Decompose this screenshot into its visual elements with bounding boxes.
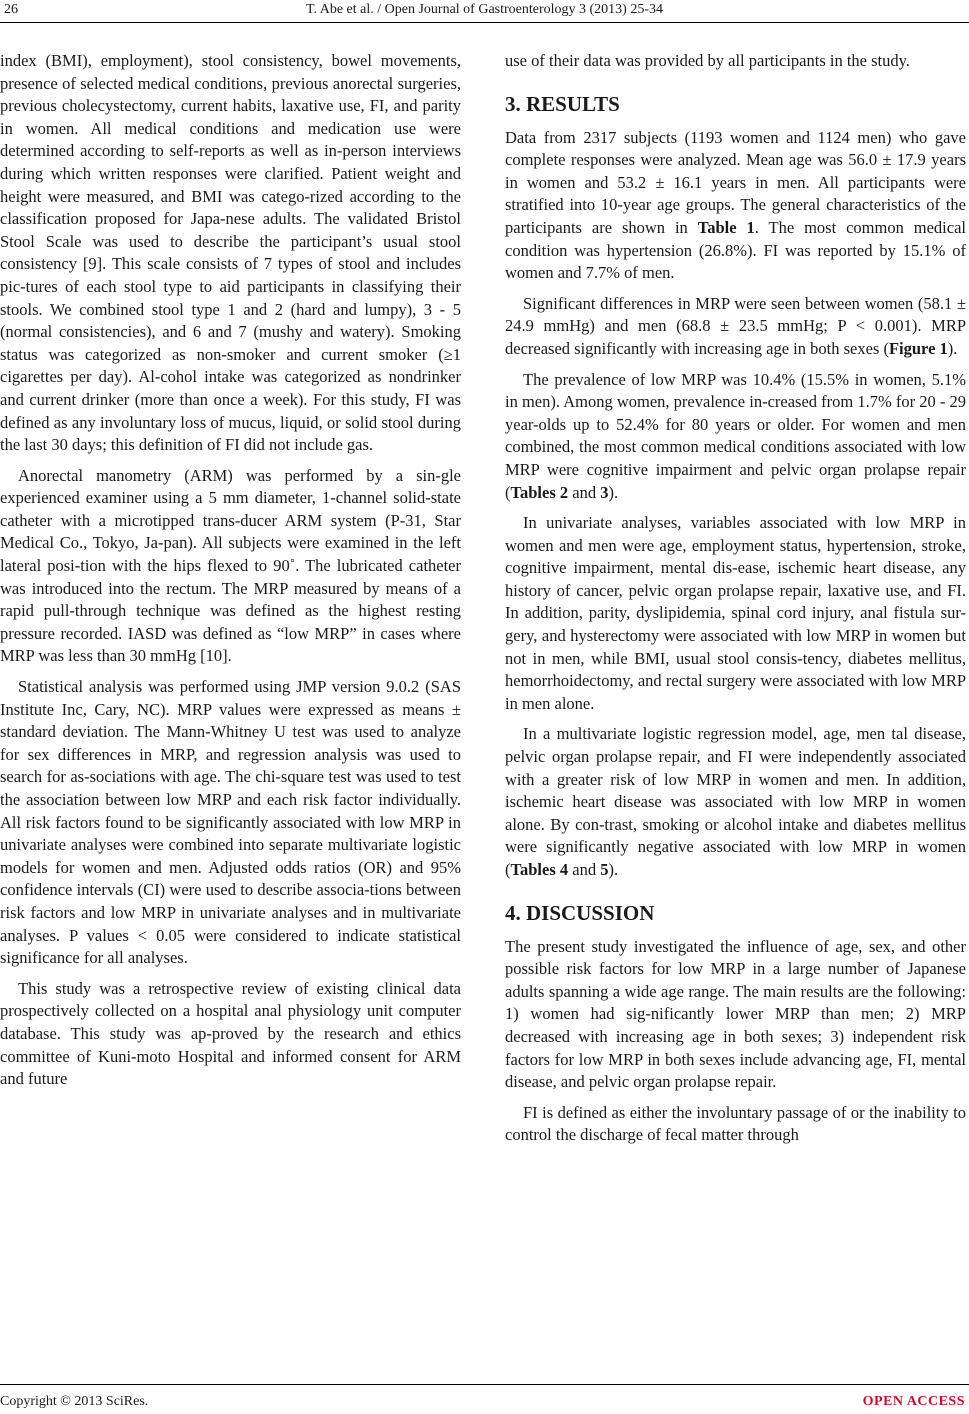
table-4-reference[interactable]: Tables 4 <box>510 860 569 879</box>
methods-paragraph-anorectal-manometry: Anorectal manometry (ARM) was performed by a sin-gle experienced examiner using a 5 mm diameter, 1-channel solid-state catheter with a microtipped trans-ducer ARM system (P-31, Star Medical Co., Tokyo, Ja-pan). All subjects were examined in the left lateral posi-tion with the hips flexed to 90˚. The lubricated catheter was introduced into the rectum. The MRP measured by means of a rapid pull-through technique was defined as the highest resting pressure recorded. IASD was defined as “low MRP” in cases where MRP was less than 30 mmHg [10]. <box>0 465 461 666</box>
table-2-reference[interactable]: Tables 2 <box>510 482 569 502</box>
methods-paragraph-1: index (BMI), employment), stool consistency, bowel movements, presence of selected medical conditions, previous anorectal surgeries, previous cholecystectomy, current habits, laxative use, FI, and parity in women. All medical conditions and medication use were determined according to self-reports as well as in-person interviews during which written responses were clarified. Patient weight and height were measured, and BMI was catego-rized according to the classification proposed for Japa-nese adults. The validated Bristol Stool Scale was used to describe the participant’s usual stool consistency [9]. This scale consists of 7 types of stool and includes pic-tures of each stool type to aid participants in classifying their stools. We combined stool type 1 and 2 (hard and lumpy), 3 - 5 (normal consistencies), and 6 and 7 (mushy and watery). Smoking status was categorized as non-smoker and current smoker (≥1 cigarettes per day). Al-cohol intake was categorized as nondrinker and current drinker (more than once a week). For this study, FI was defined as any involuntary loss of mucus, liquid, or solid stool during the last 30 days; this definition of FI did not include gas. <box>0 51 461 455</box>
left-column <box>0 50 461 1099</box>
methods-paragraph-ethics: This study was a retrospective review of existing clinical data prospectively collected on a hospital anal physiology unit computer database. This study was ap-proved by the research and ethics committee of Kuni-moto Hospital and informed consent for ARM and future <box>0 978 461 1089</box>
section-heading-results: 3. RESULTS <box>505 91 620 116</box>
header-divider <box>0 22 969 23</box>
results-paragraph-2: Significant differences in MRP were seen between women (58.1 ± 24.9 mmHg) and men (68.8 ± 23.5 mmHg; P < 0.001). MRP decreased significantly with increasing age in both sexes (Figure 1). <box>505 293 966 358</box>
table-5-reference[interactable]: 5 <box>600 860 609 879</box>
open-access-label: OPEN ACCESS <box>862 1394 965 1409</box>
table-3-reference[interactable]: 3 <box>600 482 609 502</box>
results-paragraph-5: In a multivariate logistic regression model, age, men tal disease, pelvic organ prolapse repair, and FI were independently associated with a greater risk of low MRP in women and men. In addition, ischemic heart disease was associated with low MRP in women alone. By con-trast, smoking or alcohol intake and diabetes mellitus were significantly negative associated with low MRP in women (Tables 4 and 5). <box>505 724 966 879</box>
results-paragraph-3: The prevalence of low MRP was 10.4% (15.5% in women, 5.1% in men). Among women, prevalence in-creased from 1.7% for 20 - 29 year-olds up to 52.4% for 80 years or older. For women and men combined, the most common medical conditions associated with low MRP were cognitive impairment and pelvic organ prolapse repair (Tables 2 and 3). <box>505 369 966 502</box>
results-paragraph-1: Data from 2317 subjects (1193 women and 1124 men) who gave complete responses were analyzed. Mean age was 56.0 ± 17.9 years in women and 53.2 ± 16.1 years in men. All participants were stratified into 10-year age groups. The general characteristics of the participants are shown in Table 1. The most common medical condition was hypertension (26.8%). FI was reported by 15.1% of women and 7.7% of men. <box>505 127 967 283</box>
footer-divider <box>0 1384 969 1385</box>
figure-1-reference[interactable]: Figure 1 <box>888 338 948 358</box>
journal-citation: T. Abe et al. / Open Journal of Gastroenterology 3 (2013) 25-34 <box>305 2 664 17</box>
running-header <box>0 0 969 22</box>
results-paragraph-4: In univariate analyses, variables associated with low MRP in women and men were age, employment status, hypertension, stroke, cognitive impairment, mental dis-ease, ischemic heart disease, any history of cancer, pelvic organ prolapse repair, laxative use, and FI. In addition, parity, dyslipidemia, spinal cord injury, anal fistula sur-gery, and hysterectomy were associated with low MRP in women but not in men, while BMI, usual stool consis-tency, diabetes mellitus, hemorrhoidectomy, and rectal surgery were associated with low MRP in men alone. <box>505 513 966 713</box>
page-number: 26 <box>4 2 18 17</box>
methods-paragraph-continuation: use of their data was provided by all participants in the study. <box>505 51 910 70</box>
section-heading-discussion: 4. DISCUSSION <box>505 900 655 925</box>
right-column <box>505 50 966 1155</box>
discussion-paragraph-2: FI is defined as either the involuntary passage of or the inability to control the discharge of fecal matter through <box>505 1102 966 1145</box>
table-1-reference[interactable]: Table 1 <box>697 217 755 237</box>
methods-paragraph-statistics: Statistical analysis was performed using JMP version 9.0.2 (SAS Institute Inc, Cary, NC). MRP values were expressed as means ± standard deviation. The Mann-Whitney U test was used to analyze for sex differences in MRP, and regression analysis was used to search for as-sociations with age. The chi-square test was used to test the association between low MRP and each risk factor individually. All risk factors found to be significantly associated with low MRP in univariate analyses were combined into separate multivariate logistic models for women and men. Adjusted odds ratios (OR) and 95% confidence intervals (CI) were used to describe associa-tions between risk factors and low MRP in univariate analyses and in multivariate analyses. P values < 0.05 were considered to indicate statistical significance for all analyses. <box>0 677 461 968</box>
copyright-notice: Copyright © 2013 SciRes. <box>0 1394 149 1409</box>
discussion-paragraph-1: The present study investigated the influence of age, sex, and other possible risk factors for low MRP in a large number of Japanese adults spanning a wide age range. The main results are the following: 1) women had sig-nificantly lower MRP than men; 2) MRP decreased with increasing age in both sexes; 3) independent risk factors for low MRP in both sexes include advancing age, FI, mental disease, and pelvic organ prolapse repair. <box>505 936 966 1092</box>
